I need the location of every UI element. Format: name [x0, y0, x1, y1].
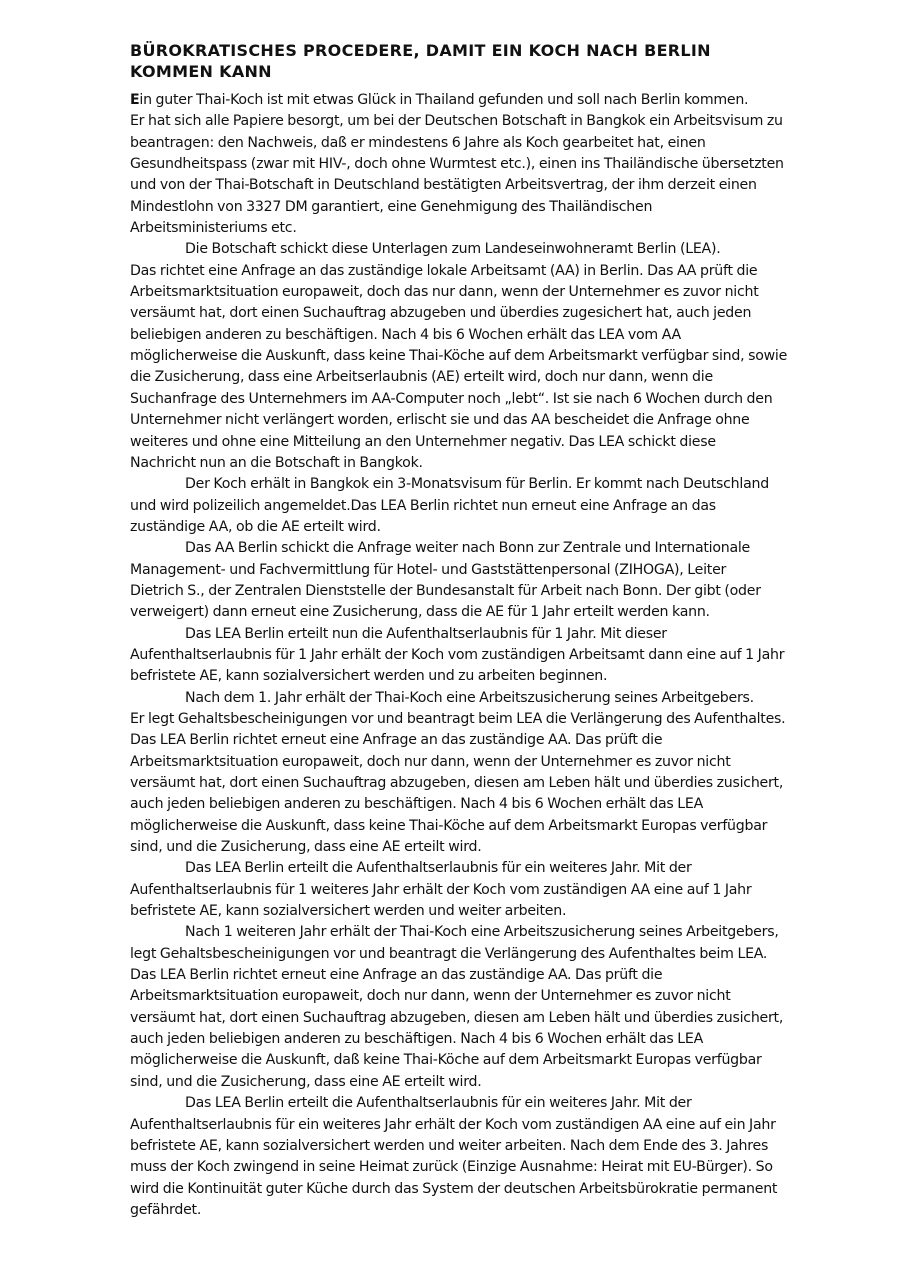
text-line: möglicherweise die Auskunft, dass keine Thai-Köche auf dem Arbeitsmarkt verfügbar sind, sowie	[130, 348, 788, 365]
text-line: Arbeitsmarktsituation europaweit, doch das nur dann, wenn der Unternehmer es zuvor nicht	[130, 284, 759, 301]
text-line: weiteres und ohne eine Mitteilung an den Unternehmer negativ. Das LEA schickt diese	[130, 433, 716, 450]
text-line: versäumt hat, dort einen Suchauftrag abzugeben, diesen am Leben hält und überdies zusichert,	[130, 1009, 784, 1026]
paragraph-start-line: Nach dem 1. Jahr erhält der Thai-Koch eine Arbeitszusicherung seines Arbeitgebers.	[185, 689, 754, 706]
first-line-text: in guter Thai-Koch ist mit etwas Glück in Thailand gefunden und soll nach Berlin kommen.	[139, 92, 749, 108]
text-line: Arbeitsmarktsituation europaweit, doch nur dann, wenn der Unternehmer es zuvor nicht	[130, 988, 731, 1005]
title-line: BÜROKRATISCHES PROCEDERE, DAMIT EIN KOCH NACH BERLIN	[130, 41, 711, 60]
text-line: beantragen: den Nachweis, daß er mindestens 6 Jahre als Koch gearbeitet hat, einen	[130, 134, 706, 151]
text-line: Dietrich S., der Zentralen Dienststelle der Bundesanstalt für Arbeit nach Bonn. Der gibt (oder	[130, 582, 761, 599]
text-line: die Zusicherung, dass eine Arbeitserlaubnis (AE) erteilt wird, doch nur dann, wenn die	[130, 369, 713, 386]
text-line: Unternehmer nicht verlängert worden, erlischt sie und das AA bescheidet die Anfrage ohne	[130, 412, 750, 429]
text-line: Gesundheitspass (zwar mit HIV-, doch ohne Wurmtest etc.), einen ins Thailändische übersetzten	[130, 156, 784, 173]
text-line: und von der Thai-Botschaft in Deutschland bestätigten Arbeitsvertrag, der ihm derzeit einen	[130, 177, 757, 194]
text-line: Das LEA Berlin richtet erneut eine Anfrage an das zuständige AA. Das prüft die	[130, 732, 663, 749]
text-line: auch jeden beliebigen anderen zu beschäftigen. Nach 4 bis 6 Wochen erhält das LEA	[130, 1031, 704, 1048]
paragraph-start-line: Das LEA Berlin erteilt die Aufenthaltserlaubnis für ein weiteres Jahr. Mit der	[185, 860, 692, 877]
document-page	[130, 40, 848, 1221]
text-line: Arbeitsmarktsituation europaweit, doch nur dann, wenn der Unternehmer es zuvor nicht	[130, 753, 731, 770]
text-line: verweigert) dann erneut eine Zusicherung, dass die AE für 1 Jahr erteilt werden kann.	[130, 604, 710, 621]
text-line: versäumt hat, dort einen Suchauftrag abzugeben, diesen am Leben hält und überdies zusichert,	[130, 775, 784, 791]
text-line: Suchanfrage des Unternehmers im AA-Computer noch „lebt“. Ist sie nach 6 Wochen durch den	[130, 390, 773, 407]
text-line: Aufenthaltserlaubnis für ein weiteres Jahr erhält der Koch vom zuständigen AA eine auf ein Jahr	[130, 1116, 776, 1133]
text-line: Aufenthaltserlaubnis für 1 Jahr erhält der Koch vom zuständigen Arbeitsamt dann eine auf 1 Jahr	[130, 646, 785, 663]
text-line: wird die Kontinuität guter Küche durch das System der deutschen Arbeitsbürokratie permanent	[130, 1180, 778, 1197]
text-line: legt Gehaltsbescheinigungen vor und beantragt die Verlängerung des Aufenthaltes beim LEA.	[130, 945, 768, 962]
text-line: gefährdet.	[130, 1201, 202, 1218]
text-line: Arbeitsministeriums etc.	[130, 220, 297, 237]
text-line: Mindestlohn von 3327 DM garantiert, eine Genehmigung des Thailändischen	[130, 198, 653, 215]
paragraph-start-line: Nach 1 weiteren Jahr erhält der Thai-Koch eine Arbeitszusicherung seines Arbeitgebers,	[185, 924, 779, 941]
title-line: KOMMEN KANN	[130, 62, 272, 81]
text-line: und wird polizeilich angemeldet.Das LEA Berlin richtet nun erneut eine Anfrage an das	[130, 497, 716, 514]
paragraph-start-line: Das AA Berlin schickt die Anfrage weiter nach Bonn zur Zentrale und Internationale	[185, 540, 750, 557]
text-line: möglicherweise die Auskunft, dass keine Thai-Köche auf dem Arbeitsmarkt Europas verfügbar	[130, 817, 768, 834]
text-line: befristete AE, kann sozialversichert werden und weiter arbeiten.	[130, 903, 567, 920]
paragraph-start-line: Die Botschaft schickt diese Unterlagen zum Landeseinwohneramt Berlin (LEA).	[185, 241, 721, 258]
text-line: zuständige AA, ob die AE erteilt wird.	[130, 518, 381, 535]
text-line: beliebigen anderen zu beschäftigen. Nach 4 bis 6 Wochen erhält das LEA vom AA	[130, 326, 681, 343]
paragraph-start-line: Das LEA Berlin erteilt die Aufenthaltserlaubnis für ein weiteres Jahr. Mit der	[185, 1095, 692, 1112]
text-line: Das LEA Berlin richtet erneut eine Anfrage an das zuständige AA. Das prüft die	[130, 967, 663, 984]
text-line: Nachricht nun an die Botschaft in Bangkok.	[130, 454, 423, 471]
text-line: versäumt hat, dort einen Suchauftrag abzugeben und überdies zugesichert hat, auch jeden	[130, 305, 752, 322]
drop-cap-letter: E	[130, 92, 140, 108]
text-line	[130, 90, 848, 111]
text-line: sind, und die Zusicherung, dass eine AE erteilt wird.	[130, 839, 482, 856]
paragraph-start-line: Der Koch erhält in Bangkok ein 3-Monatsvisum für Berlin. Er kommt nach Deutschland	[185, 476, 769, 493]
paragraph-start-line: Das LEA Berlin erteilt nun die Aufenthaltserlaubnis für 1 Jahr. Mit dieser	[185, 625, 667, 642]
text-line: Aufenthaltserlaubnis für 1 weiteres Jahr erhält der Koch vom zuständigen AA eine auf 1 Jahr	[130, 881, 752, 898]
document-title	[130, 40, 848, 82]
text-line: sind, und die Zusicherung, dass eine AE erteilt wird.	[130, 1073, 482, 1090]
text-line: Er hat sich alle Papiere besorgt, um bei der Deutschen Botschaft in Bangkok ein Arbeitsvisum zu	[130, 113, 783, 130]
text-line: befristete AE, kann sozialversichert werden und weiter arbeiten. Nach dem Ende des 3. Jahres	[130, 1137, 769, 1154]
text-line: Er legt Gehaltsbescheinigungen vor und beantragt beim LEA die Verlängerung des Aufenthaltes.	[130, 710, 786, 727]
article-body	[130, 90, 848, 1221]
text-line: Das richtet eine Anfrage an das zuständige lokale Arbeitsamt (AA) in Berlin. Das AA prüft die	[130, 262, 758, 279]
text-line: befristete AE, kann sozialversichert werden und zu arbeiten beginnen.	[130, 668, 608, 685]
text-line: möglicherweise die Auskunft, daß keine Thai-Köche auf dem Arbeitsmarkt Europas verfügbar	[130, 1052, 762, 1069]
text-line: muss der Koch zwingend in seine Heimat zurück (Einzige Ausnahme: Heirat mit EU-Bürger). So	[130, 1159, 773, 1176]
text-line: auch jeden beliebigen anderen zu beschäftigen. Nach 4 bis 6 Wochen erhält das LEA	[130, 796, 704, 813]
text-line: Management- und Fachvermittlung für Hotel- und Gaststättenpersonal (ZIHOGA), Leiter	[130, 561, 727, 578]
